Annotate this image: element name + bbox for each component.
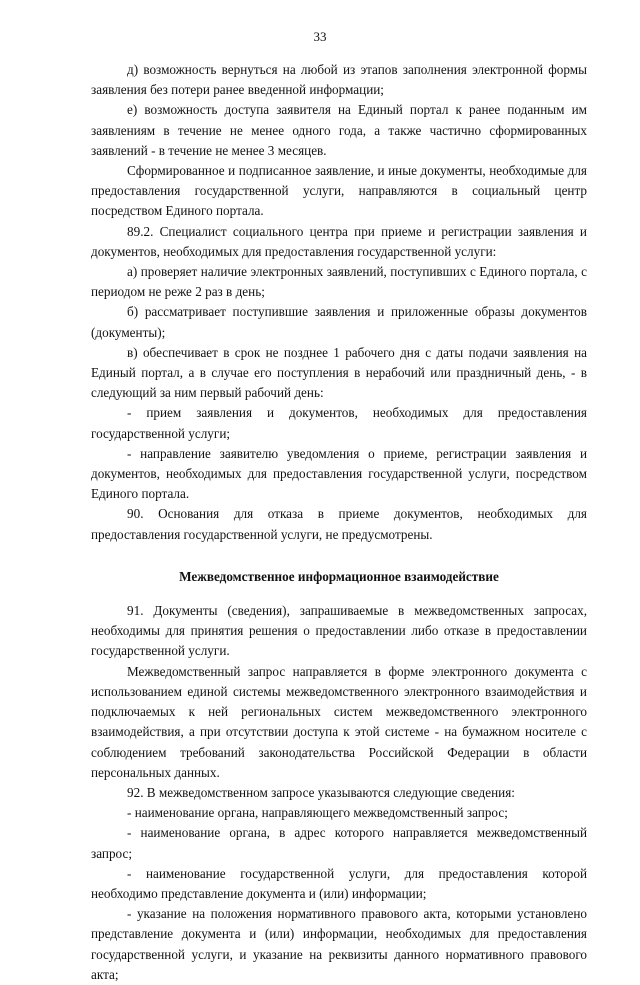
spacer bbox=[91, 587, 587, 601]
list-item-requesting-body: - наименование органа, направляющего межведомственный запрос; bbox=[127, 805, 508, 821]
document-body bbox=[91, 60, 587, 985]
paragraph-b-reviews-applications: б) рассматривает поступившие заявления и приложенные образы документов (документы); bbox=[91, 304, 587, 340]
section-heading: Межведомственное информационное взаимодействие bbox=[179, 568, 499, 584]
paragraph-interagency-request: Межведомственный запрос направляется в форме электронного документа с использованием единой системы межведомственного электронного взаимодействия и подключаемых к ней региональных систем межведомственного электронного взаимодействия, а при отсутствии доступа к этой системе - на бумажном носителе с соблюдением требований законодательства Российской Федерации в области персональных данных. bbox=[91, 663, 587, 780]
paragraph-signed-application: Сформированное и подписанное заявление, и иные документы, необходимые для предоставления государственной услуги, направляются в социальный центр посредством Единого портала. bbox=[91, 163, 587, 219]
list-item-recipient-body: - наименование органа, в адрес которого направляется межведомственный запрос; bbox=[91, 825, 587, 861]
list-item-service-name: - наименование государственной услуги, для предоставления которой необходимо представление документа и (или) информации; bbox=[91, 865, 587, 901]
paragraph-d-return-to-step: д) возможность вернуться на любой из этапов заполнения электронной формы заявления без потери ранее введенной информации; bbox=[91, 62, 587, 98]
spacer bbox=[91, 545, 587, 567]
paragraph-a-checks-applications: а) проверяет наличие электронных заявлений, поступивших с Единого портала, с периодом не реже 2 раз в день; bbox=[91, 264, 587, 300]
paragraph-e-access-to-applications: е) возможность доступа заявителя на Единый портал к ранее поданным им заявлениям в течение не менее одного года, а также частично сформированных заявлений - в течение не менее 3 месяцев. bbox=[91, 102, 587, 158]
paragraph-89-2: 89.2. Специалист социального центра при приеме и регистрации заявления и документов, необходимых для предоставления государственной услуги: bbox=[91, 223, 587, 259]
list-item-legal-act: - указание на положения нормативного правового акта, которыми установлено представление документа и (или) информации, необходимых для предоставления государственной услуги, и указание на реквизиты данного нормативного правового акта; bbox=[91, 906, 587, 982]
paragraph-92: 92. В межведомственном запросе указываются следующие сведения: bbox=[127, 784, 515, 800]
list-item-reception: - прием заявления и документов, необходимых для предоставления государственной услуги; bbox=[91, 405, 587, 441]
paragraph-91: 91. Документы (сведения), запрашиваемые в межведомственных запросах, необходимы для принятия решения о предоставлении либо отказе в предоставлении государственной услуги. bbox=[91, 603, 587, 659]
page-number: 33 bbox=[313, 29, 327, 44]
paragraph-v-ensures-deadline: в) обеспечивает в срок не позднее 1 рабочего дня с даты подачи заявления на Единый портал, а в случае его поступления в нерабочий или праздничный день, - в следующий за ним первый рабочий день: bbox=[91, 344, 587, 401]
paragraph-90: 90. Основания для отказа в приеме документов, необходимых для предоставления государственной услуги, не предусмотрены. bbox=[91, 506, 587, 542]
list-item-notification: - направление заявителю уведомления о приеме, регистрации заявления и документов, необходимых для предоставления государственной услуги, посредством Единого портала. bbox=[91, 445, 587, 502]
